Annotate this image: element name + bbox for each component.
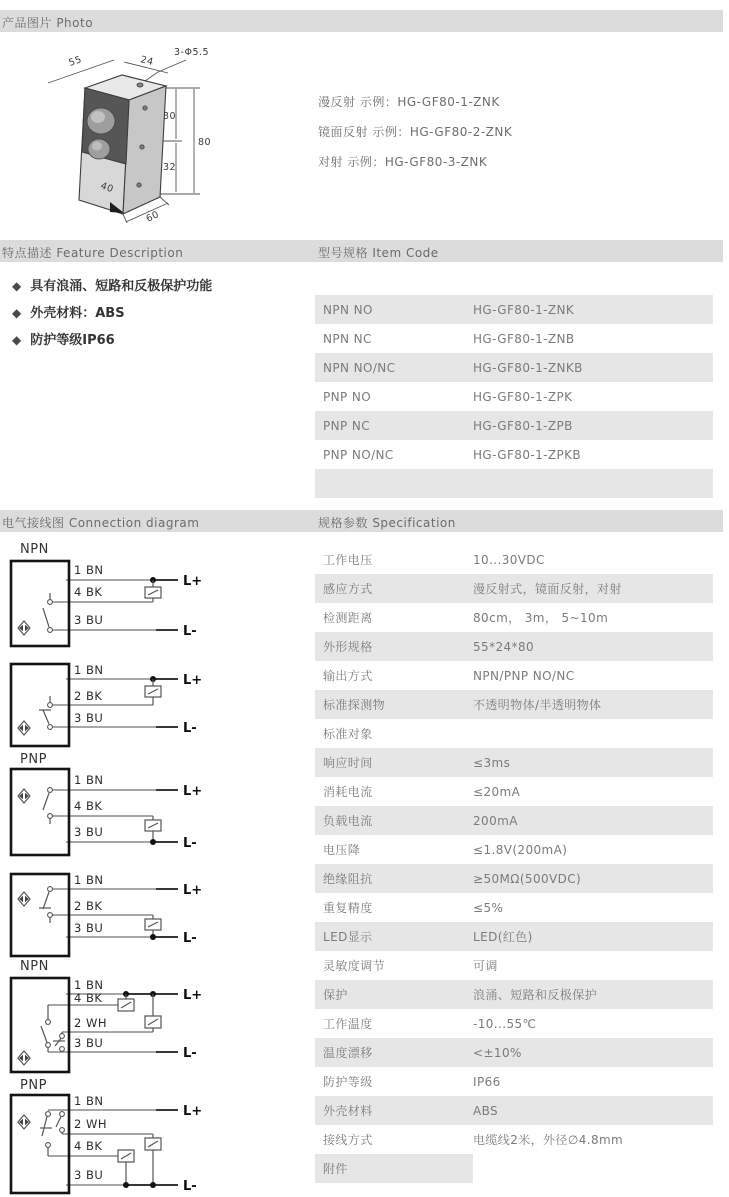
spec-row xyxy=(315,1038,713,1067)
terminal-minus: L- xyxy=(183,721,197,736)
spec-row xyxy=(315,603,713,632)
wire-label: 1 BN xyxy=(74,773,104,787)
diamond-bullet-icon xyxy=(12,333,21,347)
spec-row xyxy=(315,690,713,719)
feature-item xyxy=(12,329,115,348)
spec-label: 响应时间 xyxy=(323,756,373,770)
spec-label: 消耗电流 xyxy=(323,785,373,799)
spec-row xyxy=(315,951,713,980)
spec-row xyxy=(315,835,713,864)
sensor-box xyxy=(11,561,69,646)
spec-value: 浪涌、短路和反极保护 xyxy=(473,988,598,1002)
wire-label: 1 BN xyxy=(74,563,104,577)
spec-table xyxy=(315,545,713,1183)
section-title-itemcode: 型号规格 Item Code xyxy=(318,246,439,260)
spec-label: 工作电压 xyxy=(323,553,373,567)
wire-label: 2 BK xyxy=(74,689,103,703)
wiring-diagram-pnp-nonc xyxy=(8,1078,308,1197)
wire-label: 3 BU xyxy=(74,1036,104,1050)
spec-label: 输出方式 xyxy=(323,669,373,683)
section-title-photo: 产品图片 Photo xyxy=(2,16,94,30)
spec-value: 不透明物体/半透明物体 xyxy=(473,698,602,712)
diagram-group-label: PNP xyxy=(20,1078,47,1093)
dim-front: 40 xyxy=(98,180,116,196)
spec-row xyxy=(315,864,713,893)
wire-label: 2 WH xyxy=(74,1016,107,1030)
diamond-bullet-icon xyxy=(12,306,21,320)
spec-row xyxy=(315,748,713,777)
item-output-type: PNP NO xyxy=(323,389,372,404)
item-code-table xyxy=(315,295,713,498)
item-output-type: NPN NO/NC xyxy=(323,360,396,375)
spec-value: ≤1.8V(200mA) xyxy=(473,842,568,857)
spec-row xyxy=(315,1154,713,1183)
dim-width: 55 xyxy=(67,54,84,69)
spec-value: 10...30VDC xyxy=(473,552,545,567)
wire-label: 4 BK xyxy=(74,991,103,1005)
spec-value: ≤20mA xyxy=(473,784,521,799)
dim-h2: 32 xyxy=(163,162,177,173)
terminal-minus: L- xyxy=(183,931,197,946)
spec-label: 重复精度 xyxy=(323,901,373,915)
spec-value: ≤3ms xyxy=(473,755,511,770)
switch-arm xyxy=(42,1117,47,1137)
switch-arm xyxy=(43,608,49,627)
product-drawing xyxy=(28,42,268,237)
spec-label: 工作温度 xyxy=(323,1017,373,1031)
example-diffuse: 漫反射 示例：HG-GF80-1-ZNK xyxy=(318,95,500,109)
item-code-row xyxy=(315,382,713,411)
spec-row xyxy=(315,545,713,574)
dim-depth: 24 xyxy=(139,54,155,69)
spec-row xyxy=(315,719,713,748)
spec-value: -10...55℃ xyxy=(473,1016,537,1031)
spec-label: LED显示 xyxy=(323,930,373,944)
spec-value: ≤5% xyxy=(473,900,504,915)
spec-row xyxy=(315,980,713,1009)
section-bar-connection-spec xyxy=(0,510,723,532)
wire-label: 1 BN xyxy=(74,978,104,992)
example-throughbeam: 对射 示例：HG-GF80-3-ZNK xyxy=(318,155,488,169)
section-bar-photo xyxy=(0,10,723,32)
spec-label: 负载电流 xyxy=(323,814,373,828)
feature-text: 防护等级IP66 xyxy=(30,333,115,348)
spec-value: IP66 xyxy=(473,1074,501,1089)
item-output-type: NPN NO xyxy=(323,302,373,317)
spec-value: 漫反射式，镜面反射，对射 xyxy=(473,582,622,596)
wire-label: 3 BU xyxy=(74,825,104,839)
diagram-group-label: PNP xyxy=(20,752,47,767)
item-code-row xyxy=(315,411,713,440)
item-code: HG-GF80-1-ZPB xyxy=(473,418,573,433)
terminal-plus: L+ xyxy=(183,784,203,799)
dim-h1: 30 xyxy=(163,111,177,122)
wire-label: 1 BN xyxy=(74,663,104,677)
terminal-minus: L- xyxy=(183,1179,197,1194)
spec-row xyxy=(315,1096,713,1125)
spec-label: 感应方式 xyxy=(323,582,373,596)
spec-value xyxy=(473,719,713,748)
spec-label: 外壳材料 xyxy=(323,1104,373,1118)
wire-label: 3 BU xyxy=(74,613,104,627)
spec-label: 外形规格 xyxy=(323,640,373,654)
item-code: HG-GF80-1-ZNKB xyxy=(473,360,583,375)
section-bar-feature-itemcode xyxy=(0,240,723,262)
example-retroreflective: 镜面反射 示例：HG-GF80-2-ZNK xyxy=(318,125,513,139)
spec-label: 绝缘阻抗 xyxy=(323,872,373,886)
terminal-plus: L+ xyxy=(183,883,203,898)
wire-label: 3 BU xyxy=(74,921,104,935)
terminal-minus: L- xyxy=(183,1046,197,1061)
dim-bottom: 60 xyxy=(144,209,162,225)
dim-holes: 3-Φ5.5 xyxy=(174,47,210,58)
spec-label: 检测距离 xyxy=(323,611,373,625)
spec-value: 可调 xyxy=(473,959,498,973)
section-title-connection: 电气接线图 Connection diagram xyxy=(2,516,200,530)
wiring-diagram-npn-nonc xyxy=(8,956,308,1076)
spec-label: 防护等级 xyxy=(323,1075,373,1089)
spec-label: 温度漂移 xyxy=(323,1046,373,1060)
item-code-row xyxy=(315,440,713,469)
spec-row xyxy=(315,1009,713,1038)
spec-label: 附件 xyxy=(315,1154,473,1183)
wiring-diagram-pnp-nc xyxy=(8,868,308,962)
item-output-type: PNP NO/NC xyxy=(323,447,394,462)
switch-arm xyxy=(55,1039,61,1047)
wire-label: 1 BN xyxy=(74,873,104,887)
switch-arm xyxy=(43,793,49,810)
item-code xyxy=(473,469,713,498)
spec-row xyxy=(315,661,713,690)
wire-label: 2 WH xyxy=(74,1117,107,1131)
wire-label: 4 BK xyxy=(74,1139,103,1153)
spec-row xyxy=(315,806,713,835)
spec-value: <±10% xyxy=(473,1045,522,1060)
item-output-type xyxy=(315,469,473,498)
spec-value: 55*24*80 xyxy=(473,639,535,654)
spec-value: 200mA xyxy=(473,813,518,828)
item-code: HG-GF80-1-ZNB xyxy=(473,331,575,346)
item-output-type: NPN NC xyxy=(323,331,372,346)
spec-label: 保护 xyxy=(323,988,348,1002)
spec-value: NPN/PNP NO/NC xyxy=(473,668,575,683)
item-code-row xyxy=(315,469,713,498)
spec-row xyxy=(315,922,713,951)
item-code-row xyxy=(315,353,713,382)
spec-row xyxy=(315,574,713,603)
terminal-plus: L+ xyxy=(183,673,203,688)
wire-label: 4 BK xyxy=(74,585,103,599)
spec-label: 灵敏度调节 xyxy=(323,959,386,973)
feature-text: 具有浪涌、短路和反极保护功能 xyxy=(30,279,213,294)
item-code: HG-GF80-1-ZNK xyxy=(473,302,575,317)
feature-item xyxy=(12,275,212,294)
spec-row xyxy=(315,1067,713,1096)
dim-height: 80 xyxy=(198,137,212,148)
item-code-row xyxy=(315,295,713,324)
switch-arm xyxy=(43,710,49,724)
spec-value: 80cm， 3m， 5~10m xyxy=(473,611,609,625)
item-output-type: PNP NC xyxy=(323,418,371,433)
spec-value: LED(红色) xyxy=(473,930,533,944)
switch-arm xyxy=(56,1117,61,1128)
switch-arm xyxy=(41,1026,47,1043)
spec-row xyxy=(315,777,713,806)
spec-label: 标准对象 xyxy=(323,727,373,741)
spec-value xyxy=(473,1154,713,1183)
terminal-plus: L+ xyxy=(183,1104,203,1119)
wire-label: 3 BU xyxy=(74,711,104,725)
spec-value: ABS xyxy=(473,1103,499,1118)
wire-label: 4 BK xyxy=(74,799,103,813)
item-code-row xyxy=(315,324,713,353)
section-title-feature: 特点描述 Feature Description xyxy=(2,246,184,260)
spec-value: 电缆线2米，外径∅4.8mm xyxy=(473,1133,624,1147)
terminal-plus: L+ xyxy=(183,988,203,1003)
wiring-diagram-pnp-no xyxy=(8,752,308,858)
wiring-diagram-npn-nc xyxy=(8,658,308,752)
diamond-bullet-icon xyxy=(12,279,21,293)
spec-value: ≥50MΩ(500VDC) xyxy=(473,871,582,886)
diagram-group-label: NPN xyxy=(20,959,49,974)
terminal-plus: L+ xyxy=(183,574,203,589)
wire-label: 3 BU xyxy=(74,1168,104,1182)
wire-label: 2 BK xyxy=(74,899,103,913)
spec-label: 接线方式 xyxy=(323,1133,373,1147)
terminal-minus: L- xyxy=(183,836,197,851)
feature-text: 外壳材料：ABS xyxy=(30,306,125,321)
spec-row xyxy=(315,632,713,661)
spec-label: 标准探测物 xyxy=(323,698,386,712)
item-code: HG-GF80-1-ZPKB xyxy=(473,447,582,462)
diagram-group-label: NPN xyxy=(20,542,49,557)
switch-arm xyxy=(43,892,49,909)
sensor-box xyxy=(11,769,69,855)
spec-row xyxy=(315,893,713,922)
wiring-diagram-npn-no xyxy=(8,540,308,655)
item-code: HG-GF80-1-ZPK xyxy=(473,389,573,404)
terminal-minus: L- xyxy=(183,624,197,639)
spec-label: 电压降 xyxy=(323,843,361,857)
spec-row xyxy=(315,1125,713,1154)
feature-item xyxy=(12,302,125,321)
wire-label: 1 BN xyxy=(74,1094,104,1108)
section-title-specification: 规格参数 Specification xyxy=(318,516,456,530)
